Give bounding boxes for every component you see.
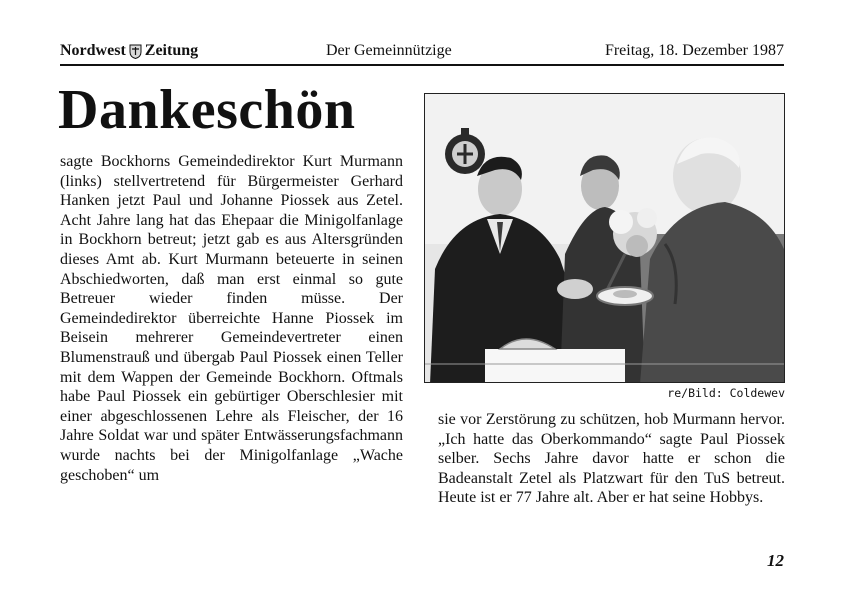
page-number: 12 <box>767 551 784 570</box>
photo-illustration <box>425 94 785 383</box>
article-headline: Dankeschön <box>58 79 356 141</box>
article-body-right-column: sie vor Zerstörung zu schützen, hob Murmann hervor. „Ich hatte das Oberkommando“ sagte Paul Piossek selber. Sechs Jahre davor hatte er schon die Badeanstalt Zetel als Platzwart für den TuS betreut. Heute ist er 77 Jahre alt. Aber er hat seine Hobbys. <box>438 411 785 507</box>
newspaper-brand <box>60 42 198 60</box>
coat-of-arms-icon <box>129 44 142 59</box>
article-photo <box>424 93 785 383</box>
photo-credit: re/Bild: Coldewev <box>667 386 785 400</box>
header-divider <box>60 64 784 66</box>
section-title: Der Gemeinnützige <box>326 42 452 59</box>
brand-name-right: Zeitung <box>144 42 199 59</box>
masthead <box>60 42 784 64</box>
brand-name-left: Nordwest <box>60 42 126 59</box>
issue-date: Freitag, 18. Dezember 1987 <box>604 42 784 59</box>
article-body-left-column: sagte Bockhorns Gemeindedirektor Kurt Murmann (links) stellvertretend für Bürgermeister Gerhard Hanken jetzt Paul und Johanne Piossek aus Zetel. Acht Jahre lang hat das Ehepaar die Minigolfanlage in Bockhorn betreut; jetzt gab es aus Altersgründen dieses Amt ab. Kurt Murmann beteuerte in seinen Abschiedworten, daß man erst einmal so gute Betreuer wieder finden müsse. Der Gemeindedirektor überreichte Hanne Piossek im Beisein mehrerer Gemeindevertreter einen Blumenstrauß und übergab Paul Piossek einen Teller mit dem Wappen der Gemeinde Bockhorn. Oftmals habe Paul Piossek ein gebürtiger Oberschlesier mit einer abgeschlossenen Lehre als Fleischer, der 16 Jahre Soldat war und später Entwässerungsfachmann wurde nachts bei der Minigolfanlage „Wache geschoben“ um <box>60 153 403 484</box>
